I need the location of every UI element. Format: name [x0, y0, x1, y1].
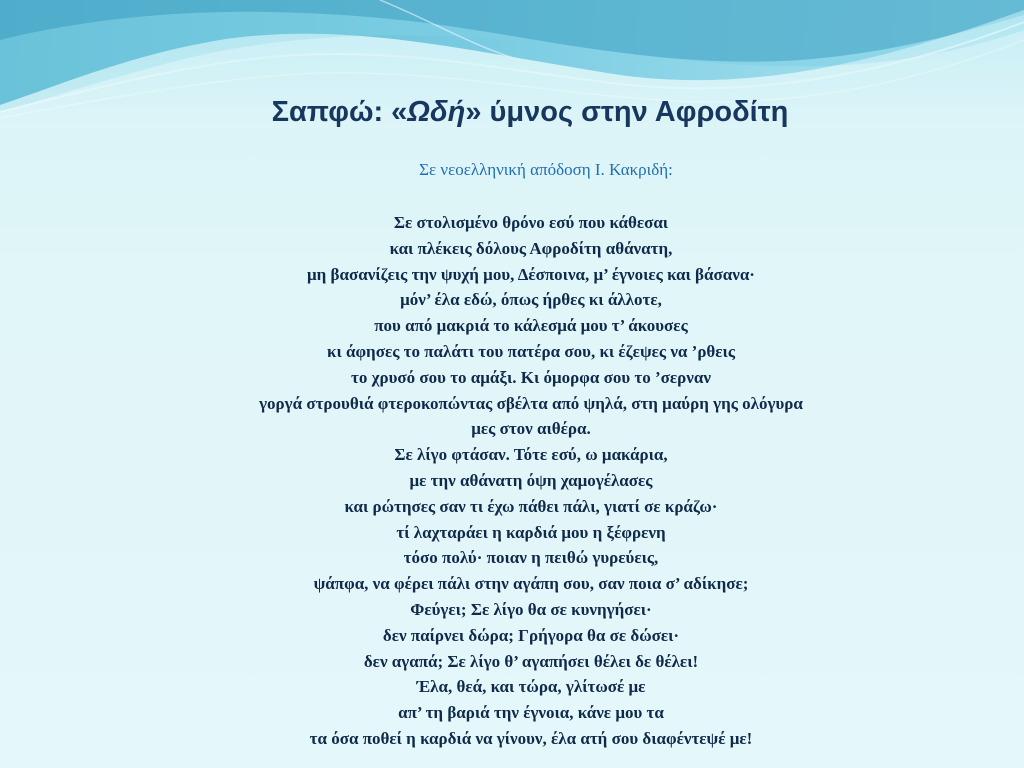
slide-title — [0, 96, 1024, 129]
poem-line: γοργά στρουθιά φτεροκοπώντας σβέλτα από ψηλά, στη μαύρη γης ολόγυρα — [259, 393, 803, 413]
poem-line: με την αθάνατη όψη χαμογέλασες — [409, 470, 653, 490]
poem-text — [0, 210, 1024, 752]
poem-line: Φεύγει; Σε λίγο θα σε κυνηγήσει· — [410, 599, 652, 619]
slide-subtitle: Σε νεοελληνική απόδοση Ι. Κακριδή: — [419, 160, 673, 179]
poem-line: τα όσα ποθεί η καρδιά να γίνουν, έλα ατή σου διαφέντεψέ με! — [309, 728, 753, 748]
poem-line: μη βασανίζεις την ψυχή μου, Δέσποινα, μ’ έγνοιες και βάσανα· — [307, 264, 755, 284]
poem-line: και ρώτησες σαν τι έχω πάθει πάλι, γιατί σε κράζω· — [344, 496, 718, 516]
poem-line: απ’ τη βαριά την έγνοια, κάνε μου τα — [398, 703, 664, 723]
poem-line: τί λαχταράει η καρδιά μου η ξέφρενη — [396, 522, 666, 542]
poem-line: μες στον αιθέρα. — [471, 419, 591, 439]
poem-line: Έλα, θεά, και τώρα, γλίτωσέ με — [416, 677, 646, 697]
title-suffix: » ύμνος στην Αφροδίτη — [465, 96, 789, 128]
title-italic-word: Ωδή — [407, 96, 466, 128]
poem-line: δεν αγαπά; Σε λίγο θ’ αγαπήσει θέλει δε θέλει! — [363, 651, 699, 671]
poem-line: μόν’ έλα εδώ, όπως ήρθες κι άλλοτε, — [400, 290, 662, 310]
poem-line: κι άφησες το παλάτι του πατέρα σου, κι έζεψες να ’ρθεις — [327, 341, 735, 361]
title-prefix: Σαπφώ: « — [271, 96, 408, 128]
poem-line: Σε στολισμένο θρόνο εσύ που κάθεσαι — [393, 213, 669, 232]
poem-line: και πλέκεις δόλους Αφροδίτη αθάνατη, — [389, 238, 673, 258]
poem-line: το χρυσό σου το αμάξι. Κι όμορφα σου το ’σερναν — [351, 367, 711, 387]
poem-line: δεν παίρνει δώρα; Γρήγορα θα σε δώσει· — [382, 625, 680, 645]
poem-line: Σε λίγο φτάσαν. Τότε εσύ, ω μακάρια, — [394, 445, 668, 465]
poem-line: που από μακριά το κάλεσμά μου τ’ άκουσες — [374, 316, 688, 336]
poem-line: ψάπφα, να φέρει πάλι στην αγάπη σου, σαν ποια σ’ αδίκησε; — [313, 574, 749, 594]
poem-line: τόσο πολύ· ποιαν η πειθώ γυρεύεις, — [403, 548, 659, 568]
